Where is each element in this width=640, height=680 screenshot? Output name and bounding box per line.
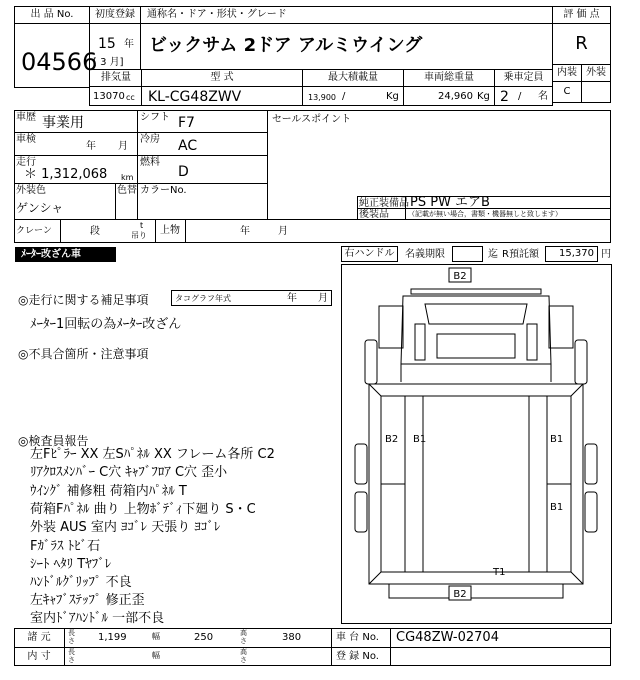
name-change-label: 名義期限: [405, 249, 445, 260]
r-unit: 円: [601, 249, 611, 260]
reg-year-unit: 年: [124, 39, 134, 50]
history-value: 事業用: [42, 115, 84, 131]
report-line: Fｶﾞﾗｽ ﾄﾋﾞ石: [30, 539, 101, 554]
fuel-value: D: [178, 164, 189, 180]
truck-diagram: [341, 264, 612, 624]
lot-number-cell: [14, 23, 98, 88]
color-label: 外装色: [16, 185, 46, 196]
in-length-label: 長さ: [68, 648, 75, 664]
first-reg-label: 初度登録: [95, 9, 135, 20]
right-handle-cell: [341, 246, 398, 262]
mileage-value: ＊ 1,312,068: [24, 167, 108, 182]
color-value: ゲンシャ: [16, 201, 64, 215]
grade-label: 評 価 点: [563, 9, 600, 20]
model-label: 型 式: [210, 72, 234, 83]
capacity-value: 2: [500, 89, 509, 105]
max-load-unit: Kg: [386, 91, 399, 102]
r-value: 15,370: [559, 248, 594, 259]
grade-label-cell: [552, 6, 611, 24]
vehicle-name: ビックサム 2ドア アルミウイング: [149, 35, 423, 56]
height-label: 高さ: [240, 629, 247, 645]
r-value-box: [545, 246, 598, 262]
gross-weight-label: 車両総重量: [424, 72, 474, 83]
reg-month: [ 3 月]: [93, 57, 124, 68]
displacement-value: 13070: [93, 91, 125, 102]
tacho-month: 月: [318, 293, 328, 304]
interior-dims-label: 内 寸: [27, 651, 51, 662]
history-label: 車歴: [16, 112, 36, 123]
shift-label: シフト: [140, 112, 170, 123]
height-value: 380: [282, 632, 302, 643]
report-line: 室内ﾄﾞｱﾊﾝﾄﾞﾙ 一部不良: [30, 611, 165, 626]
capacity-unit: 名: [538, 91, 548, 102]
meter-tamper-banner: [15, 247, 116, 262]
r-label: R預託額: [502, 249, 539, 260]
tacho-box: [171, 290, 332, 306]
chassis-label: 車 台 No.: [336, 632, 379, 643]
marker-t1: T1: [493, 567, 506, 578]
marker-b2-bottom: B2: [453, 589, 467, 600]
inspection-month: 月: [118, 141, 128, 152]
inspection-label: 車検: [16, 134, 36, 145]
ac-value: AC: [178, 138, 198, 154]
tacho-year: 年: [287, 293, 297, 304]
in-width-label: 幅: [152, 651, 160, 660]
right-handle: 右ハンドル: [344, 248, 395, 259]
displacement-label: 排気量: [101, 72, 131, 83]
interior-label-cell: [552, 64, 582, 82]
report-line: 荷箱Fﾊﾟﾈﾙ 曲り 上物ﾎﾞﾃﾞｨ下廻り S・C: [30, 502, 256, 517]
mileage-label: 走行: [16, 157, 36, 168]
grade-value: R: [575, 33, 588, 54]
report-line: 外装 AUS 室内 ﾖｺﾞﾚ 天張り ﾖｺﾞﾚ: [30, 520, 221, 535]
reg-date-cell: [89, 23, 141, 70]
interior-label: 内装: [557, 67, 577, 78]
displacement-unit: cc: [126, 93, 135, 102]
lot-number: 04566: [21, 48, 98, 76]
capacity-sep: /: [518, 91, 522, 102]
upper-label: 上物: [160, 225, 180, 236]
gross-weight-unit: Kg: [477, 91, 490, 102]
gross-weight-value: 24,960: [438, 91, 473, 102]
inspector-title: ◎検査員報告: [18, 434, 89, 448]
reg-year: 15: [98, 36, 116, 52]
genuine-value: PS PW エアB: [410, 195, 490, 210]
interior-value: C: [563, 86, 571, 97]
lot-label: 出 品 No.: [30, 9, 74, 20]
aftermarket-label: 後装品: [359, 209, 389, 220]
max-load-value: 13,900: [308, 93, 336, 102]
exterior-label: 外装: [586, 67, 606, 78]
length-label: 長さ: [68, 629, 75, 645]
lot-label-cell: [14, 6, 90, 24]
crane-ton-top: t: [140, 221, 144, 230]
vehicle-name-cell: [140, 23, 553, 70]
max-load-label: 最大積載量: [328, 72, 378, 83]
mileage-unit: km: [121, 173, 134, 182]
report-line: ｼｰﾄ ﾍﾀﾘ Tﾔﾌﾞﾚ: [30, 557, 112, 572]
name-change-box: [452, 246, 483, 262]
inspection-year: 年: [86, 141, 96, 152]
tacho-label: タコグラフ年式: [175, 294, 231, 303]
width-label: 幅: [152, 632, 160, 641]
defect-title: ◎不具合箇所・注意事項: [18, 347, 149, 361]
driving-title: ◎走行に関する補足事項: [18, 293, 149, 307]
aftermarket-note: （記載が無い場合，書類・機器無しと致します）: [408, 210, 562, 218]
interior-value-cell: [552, 81, 582, 103]
model-value: KL-CG48ZWV: [148, 89, 242, 105]
name-label-cell: [140, 6, 553, 24]
marker-b1-left: B1: [413, 434, 427, 445]
crane-stage: 段: [90, 226, 100, 237]
marker-b1-right-top: B1: [550, 434, 564, 445]
capacity-label: 乗車定員: [503, 72, 544, 83]
sales-point-label: セールスポイント: [272, 114, 352, 125]
width-value: 250: [194, 632, 214, 643]
chassis-value: CG48ZW-02704: [396, 630, 499, 645]
upper-year: 年: [240, 226, 250, 237]
marker-b1-right-bottom: B1: [550, 502, 564, 513]
report-line: ﾘｱｸﾛｽﾒﾝﾊﾞｰ C穴 ｷｬﾌﾞﾌﾛｱ C穴 歪小: [30, 465, 228, 480]
color-no-label: 色替: [117, 185, 137, 196]
max-load-sep: /: [342, 91, 346, 102]
meter-tamper-text: ﾒｰﾀｰ改ざん車: [21, 249, 81, 260]
exterior-label-cell: [581, 64, 611, 82]
first-reg-label-cell: [89, 6, 141, 24]
fuel-label: 燃料: [140, 157, 160, 168]
crane-ton-bottom: 吊り: [131, 231, 147, 240]
report-line: ﾊﾝﾄﾞﾙｸﾞﾘｯﾌﾟ 不良: [30, 575, 132, 590]
marker-b2-top: B2: [453, 271, 467, 282]
dims-label: 諸 元: [27, 632, 51, 643]
upper-month: 月: [278, 226, 288, 237]
report-line: ｳｲﾝｸﾞ 補修粗 荷箱内ﾊﾟﾈﾙ T: [30, 484, 187, 499]
grade-value-cell: [552, 23, 611, 65]
inquiry-label: 迄: [488, 249, 498, 260]
length-value: 1,199: [98, 632, 127, 643]
crane-label: クレーン: [16, 226, 52, 236]
reg-label: 登 録 No.: [336, 651, 379, 662]
exterior-value-cell: [581, 81, 611, 103]
name-label: 通称名・ドア・形状・グレード: [147, 9, 287, 20]
marker-b2-left: B2: [385, 434, 399, 445]
genuine-label: 純正装備品: [359, 198, 409, 209]
report-line: 左Fﾋﾟﾗｰ XX 左Sﾊﾟﾈﾙ XX フレーム各所 C2: [30, 447, 275, 462]
shift-value: F7: [178, 115, 195, 131]
driving-note: ﾒｰﾀｰ1回転の為ﾒｰﾀｰ改ざん: [30, 317, 182, 332]
ac-label: 冷房: [140, 134, 160, 145]
color-code-label: カラーNo.: [140, 185, 187, 196]
report-line: 左ｷｬﾌﾞｽﾃｯﾌﾟ 修正歪: [30, 593, 145, 608]
in-height-label: 高さ: [240, 648, 247, 664]
